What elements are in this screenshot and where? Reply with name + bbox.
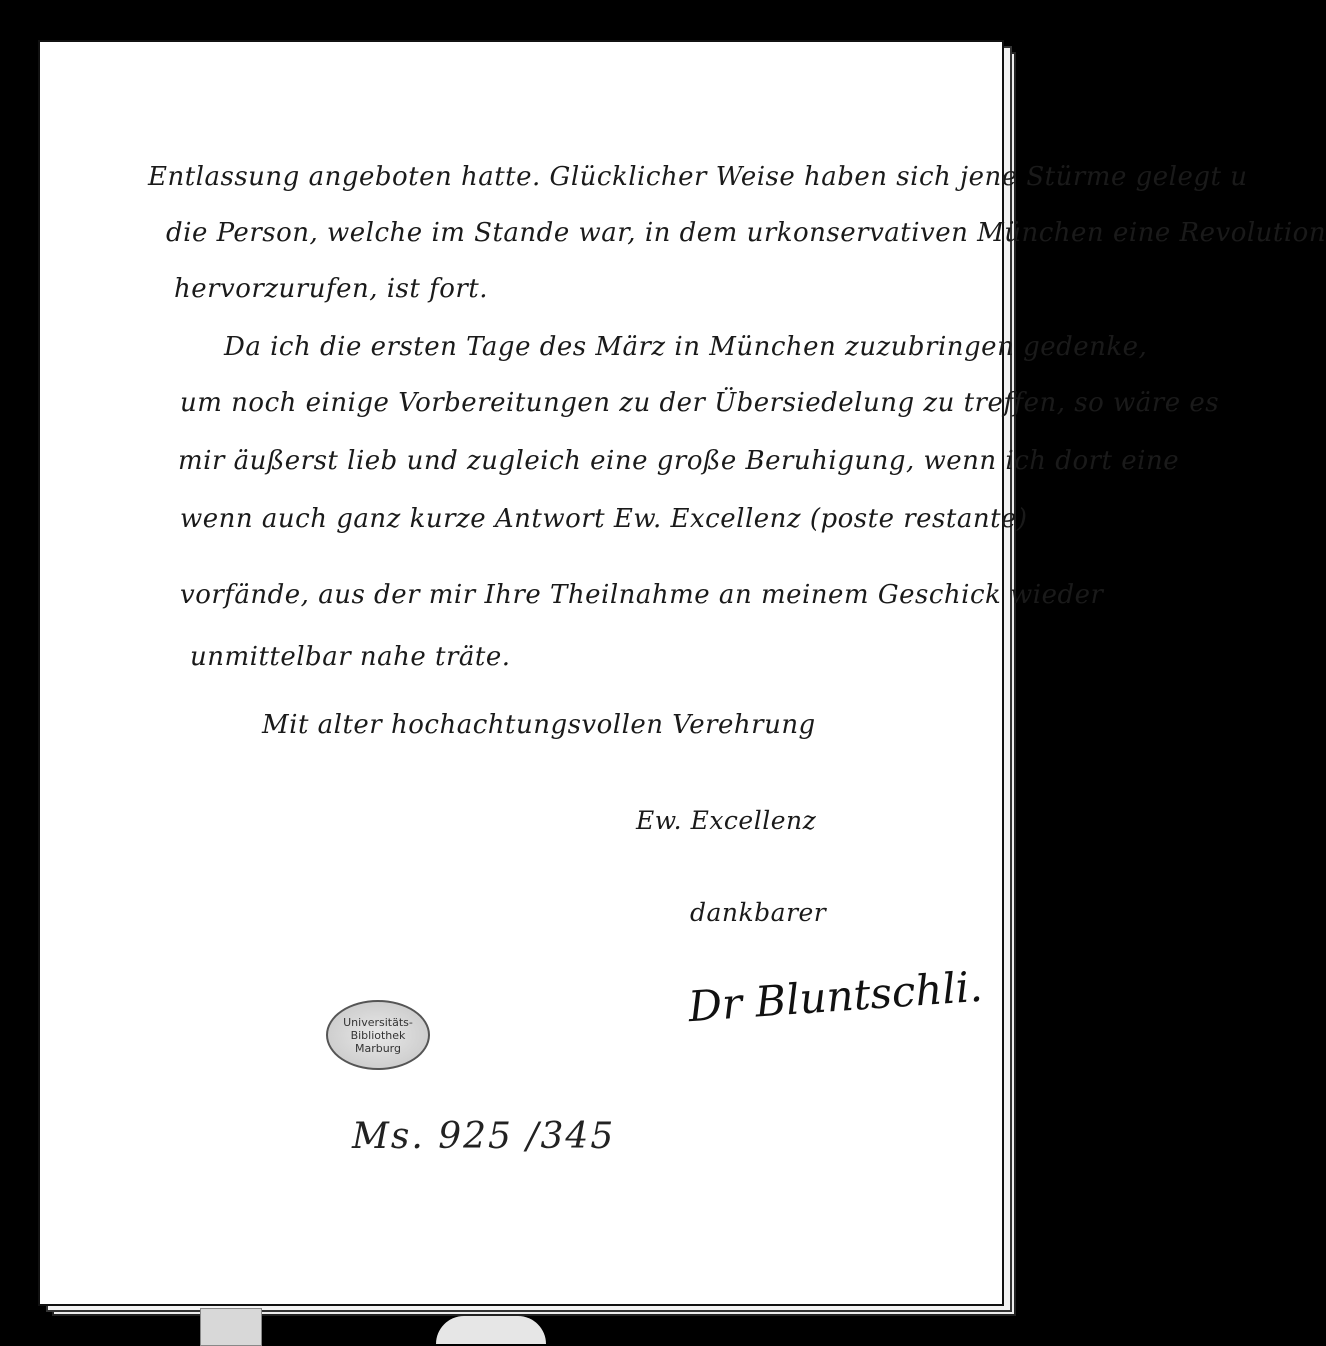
letter-line-4: Da ich die ersten Tage des März in München zuzubringen gedenke, — [224, 332, 1148, 362]
page-tab — [200, 1308, 262, 1346]
letter-line-10: Mit alter hochachtungsvollen Verehrung — [262, 710, 816, 740]
letter-line-8: vorfände, aus der mir Ihre Theilnahme an meinem Geschick wieder — [180, 580, 1104, 610]
library-stamp — [326, 1000, 430, 1070]
library-stamp-text: Universitäts- Bibliothek Marburg — [343, 1015, 413, 1055]
letter-line-1: Entlassung angeboten hatte. Glücklicher Weise haben sich jene Stürme gelegt u — [148, 162, 1248, 192]
closing-grateful: dankbarer — [690, 898, 827, 927]
letter-line-3: hervorzurufen, ist fort. — [174, 274, 489, 304]
letter-line-2: die Person, welche im Stande war, in dem urkonservativen München eine Revolution — [166, 218, 1326, 248]
letter-line-7: wenn auch ganz kurze Antwort Ew. Excellenz (poste restante) — [180, 504, 1028, 534]
letter-line-9: unmittelbar nahe träte. — [190, 642, 511, 672]
letter-line-5: um noch einige Vorbereitungen zu der Übersiedelung zu treffen, so wäre es — [180, 388, 1220, 418]
closing-excellency: Ew. Excellenz — [636, 806, 817, 835]
shelfmark: Ms. 925 /345 — [352, 1116, 616, 1157]
binding-clip — [436, 1316, 546, 1344]
letter-line-6: mir äußerst lieb und zugleich eine große Beruhigung, wenn ich dort eine — [178, 446, 1180, 476]
signature: Dr Bluntschli. — [686, 961, 985, 1032]
